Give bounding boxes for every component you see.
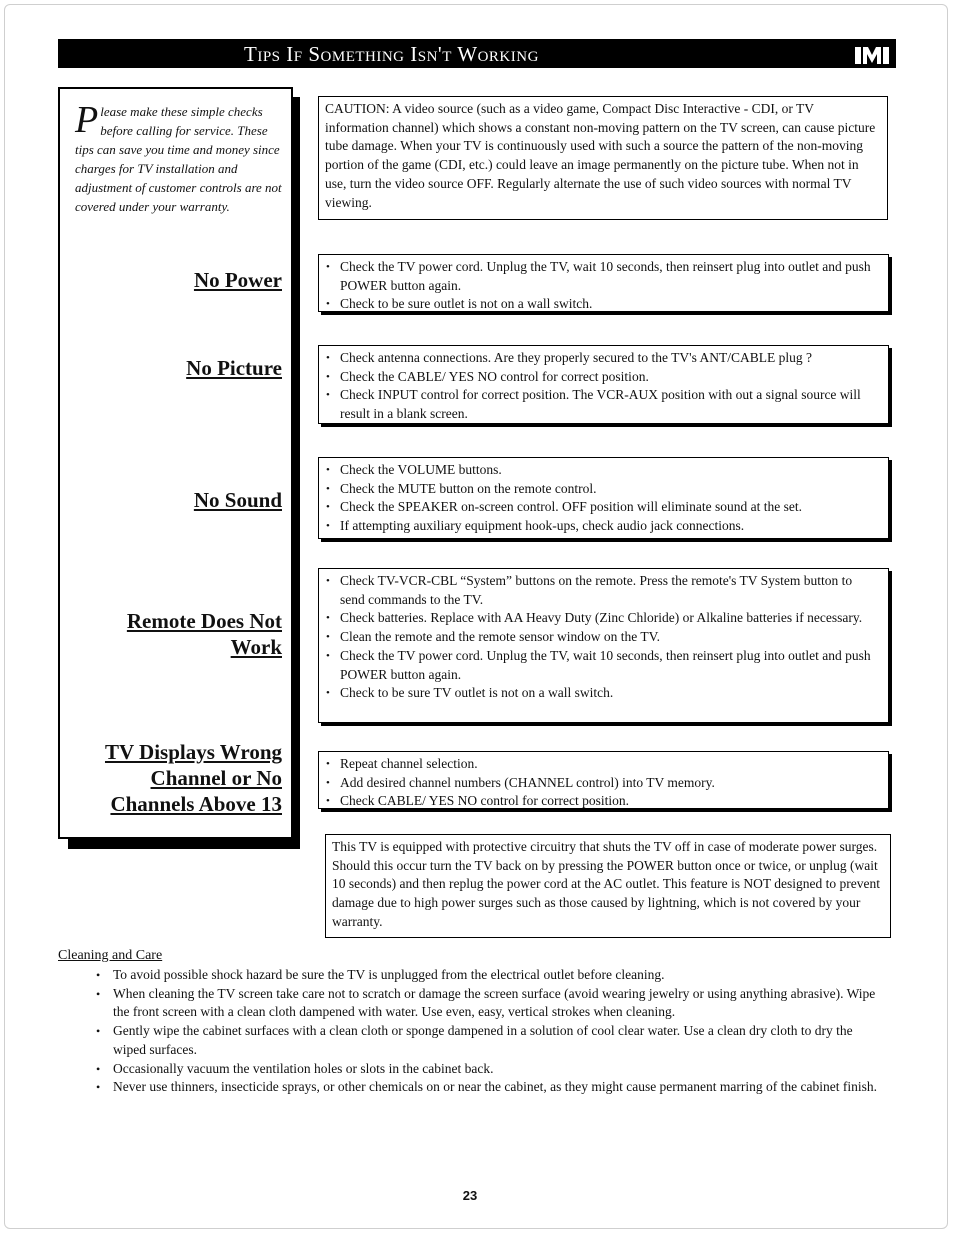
tip-item: • Check CABLE/ YES NO control for correct position. [325,792,880,811]
tips-box-no-picture [318,345,889,424]
intro-note [75,99,285,216]
tip-item: • Check the SPEAKER on-screen control. OFF position will eliminate sound at the set. [325,498,880,517]
cleaning-item: • Never use thinners, insecticide sprays, or other chemicals on or near the cabinet, as they might cause permanent marring of the cabinet finish. [96,1078,886,1097]
heading-line: Remote Does Not [126,609,282,633]
cleaning-list [96,966,886,1097]
tips-list [325,349,880,424]
tip-item: • Repeat channel selection. [325,755,880,774]
heading-line: Channel or No [150,766,282,790]
heading-no-sound: No Sound [193,488,282,512]
heading-line: TV Displays Wrong [104,740,282,764]
heading-wrong-channel [105,739,282,817]
heading-no-picture: No Picture [186,356,282,380]
cleaning-heading: Cleaning and Care [58,948,163,963]
tip-item: • Check the TV power cord. Unplug the TV, wait 10 seconds, then reinsert plug into outlet and push POWER button again. [325,258,880,295]
cleaning-item: • Gently wipe the cabinet surfaces with a clean cloth or sponge dampened in a solution of cool clear water. Use a clean dry cloth to dry the wiped surfaces. [96,1022,886,1059]
tip-item: • Check the MUTE button on the remote control. [325,480,880,499]
cleaning-item: • When cleaning the TV screen take care not to scratch or damage the screen surface (avoid wearing jewelry or using anything abrasive). Wipe the front screen with a clean cloth dampened with water. Use even, easy, vertical strokes when cleaning. [96,985,886,1022]
tips-list [325,258,880,314]
intro-text: lease make these simple checks before calling for service. These tips can save you time and money since charges for TV installation and adjustment of customer controls are not covered under your warranty. [75,104,282,214]
tips-box-no-power [318,254,889,312]
cleaning-item: • To avoid possible shock hazard be sure the TV is unplugged from the electrical outlet before cleaning. [96,966,886,985]
tip-item: • Check the CABLE/ YES NO control for correct position. [325,368,880,387]
tip-item: • Check the TV power cord. Unplug the TV, wait 10 seconds, then reinsert plug into outlet and push POWER button again. [325,647,880,684]
tip-item: • Check INPUT control for correct position. The VCR-AUX position with out a signal source will result in a blank screen. [325,386,880,423]
tips-list [325,461,880,536]
tip-item: • Check TV-VCR-CBL “System” buttons on the remote. Press the remote's TV System button to send commands to the TV. [325,572,880,609]
left-panel-shadow [293,97,300,849]
tips-box-no-sound [318,457,889,539]
caution-box [318,96,888,220]
tip-item: • Clean the remote and the remote sensor window on the TV. [325,628,880,647]
tip-item: • Check to be sure TV outlet is not on a wall switch. [325,684,880,703]
cleaning-item: • Occasionally vacuum the ventilation holes or slots in the cabinet back. [96,1060,886,1079]
tip-item: • Add desired channel numbers (CHANNEL control) into TV memory. [325,774,880,793]
left-panel-shadow-bottom [68,839,300,849]
page-title: Tips If Something Isn't Working [244,42,539,66]
heading-remote-does-not-work [127,608,282,660]
intro-dropcap: P [75,99,99,141]
tip-item: • Check batteries. Replace with AA Heavy Duty (Zinc Chloride) or Alkaline batteries if necessary. [325,609,880,628]
surge-text: This TV is equipped with protective circuitry that shuts the TV off in case of moderate power surges. Should this occur turn the TV back on by pressing the POWER button once or twice, or unplug (wait 10 seconds) and then replug the power cord at the AC outlet. This feature is NOT designed to prevent damage due to high power surges such as those caused by lightning, which is not covered by your warranty. [332,839,880,929]
heading-no-power: No Power [193,268,282,292]
tips-list [325,755,880,811]
page-number: 23 [462,1188,478,1203]
philips-logo-icon [852,41,892,66]
heading-line: Channels Above 13 [110,792,282,816]
caution-text: CAUTION: A video source (such as a video game, Compact Disc Interactive - CDI, or TV information channel) which shows a constant non-moving pattern on the TV screen, can cause picture tube damage. When your TV is continuously used with such a source the pattern of the non-moving portion of the game (CDI, etc.) could leave an image permanently on the picture tube. When not in use, turn the video source OFF. Regularly alternate the use of such video sources with normal TV viewing. [325,101,876,210]
tips-list [325,572,880,703]
tips-box-remote [318,568,889,723]
tip-item: • Check antenna connections. Are they properly secured to the TV's ANT/CABLE plug ? [325,349,880,368]
heading-line: Work [230,635,282,659]
tip-item: • If attempting auxiliary equipment hook-ups, check audio jack connections. [325,517,880,536]
tip-item: • Check to be sure outlet is not on a wall switch. [325,295,880,314]
tips-box-wrong-channel [318,751,889,809]
surge-protection-note [325,834,891,938]
title-bar [58,39,896,68]
tip-item: • Check the VOLUME buttons. [325,461,880,480]
